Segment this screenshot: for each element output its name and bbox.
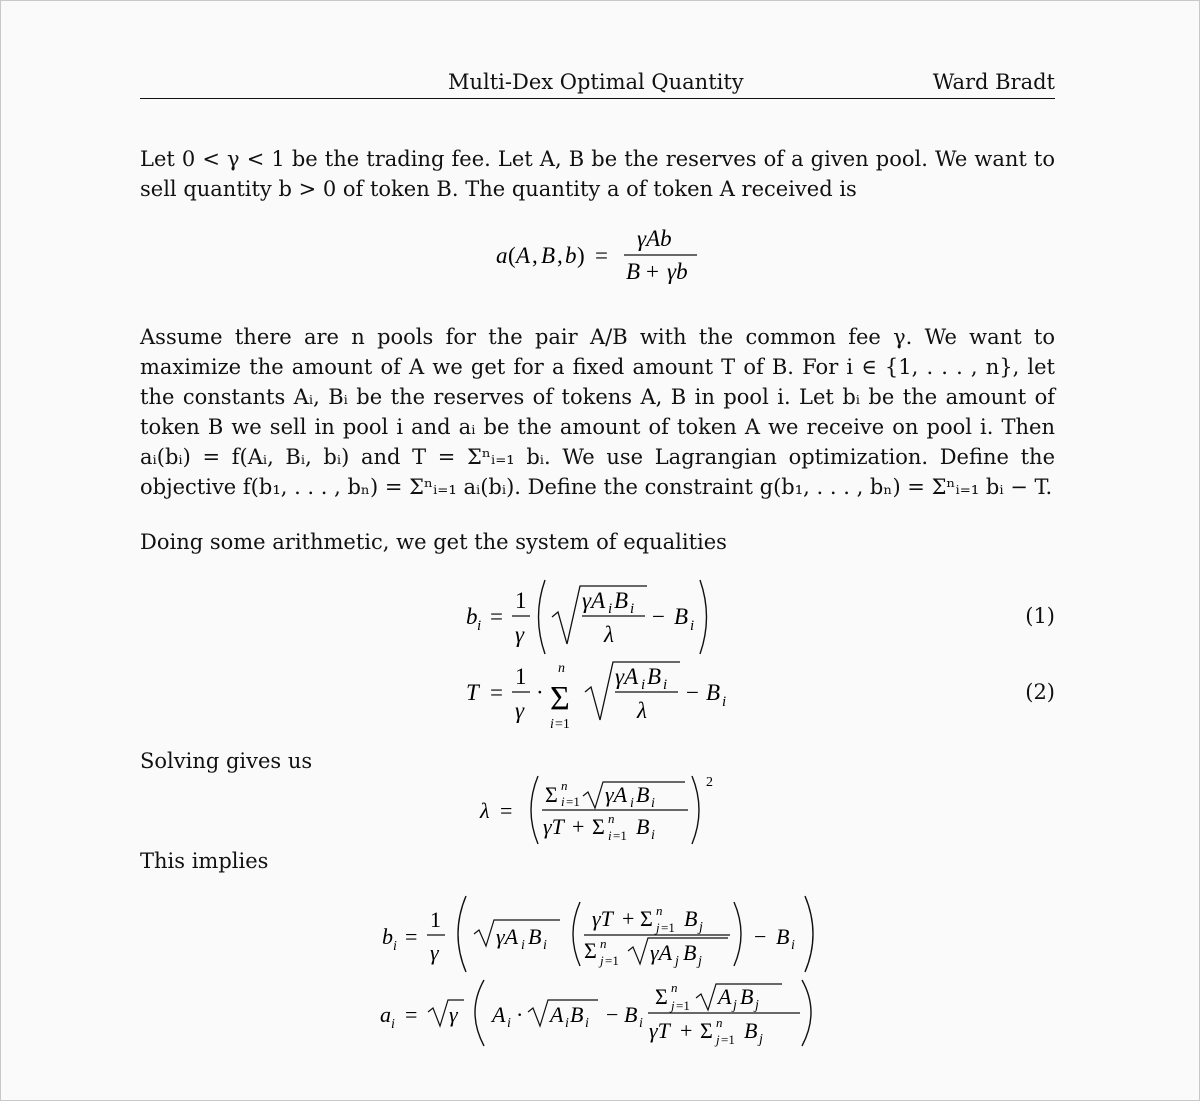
svg-text:(: ( <box>508 243 516 268</box>
svg-text:): ) <box>577 243 585 268</box>
intro-text: Let 0 < γ < 1 be the trading fee. Let A, B be the reserves of a given pool. We want to sell quantity b > 0 of token B. The quantity a of token A received is <box>140 147 1055 201</box>
svg-text:i: i <box>722 694 727 710</box>
svg-text:i: i <box>550 717 554 732</box>
svg-text:A: A <box>550 1002 564 1027</box>
running-header <box>140 70 1055 99</box>
svg-text:=: = <box>595 243 608 268</box>
header-author: Ward Bradt <box>932 70 1055 94</box>
svg-text:γ: γ <box>430 940 439 965</box>
svg-text:j: j <box>675 954 679 969</box>
svg-text:n: n <box>656 903 663 918</box>
svg-text:i: i <box>391 1017 395 1032</box>
equation-number-2: (2) <box>1025 680 1055 704</box>
svg-text:i: i <box>641 677 646 693</box>
svg-text:λ: λ <box>604 622 614 647</box>
setup-text: Assume there are n pools for the pair A/B with the common fee γ. We want to maximize the amount of A we get for a fixed amount T of B. For i ∈ {1, . . . , n}, let the constants Aᵢ, Bᵢ be the reserves of tokens A, B in pool i. Let bᵢ be the amount of token B we sell in pool i and aᵢ be the amount of token A we receive on pool i. Then aᵢ(bᵢ) = f(Aᵢ, Bᵢ, bᵢ) and T = Σⁿᵢ₌₁ bᵢ. We use Lagrangian optimization. Define the objective f(b₁, . . . , bₙ) = Σⁿᵢ₌₁ aᵢ(bᵢ). Define the constraint g(b₁, . . . , bₙ) = Σⁿᵢ₌₁ bᵢ − T. <box>140 325 1055 499</box>
svg-text:Σ: Σ <box>545 782 558 807</box>
intro-paragraph <box>140 144 1055 204</box>
svg-text:i: i <box>561 794 565 809</box>
svg-text:−: − <box>652 604 665 629</box>
svg-text:+: + <box>572 814 585 839</box>
svg-text:=: = <box>490 604 503 629</box>
svg-text:−: − <box>686 680 699 705</box>
svg-text:B: B <box>636 782 650 807</box>
svg-text:γAb: γAb <box>637 226 672 251</box>
svg-text:B: B <box>684 906 698 931</box>
svg-text:B: B <box>624 1002 638 1027</box>
equation-a <box>140 222 1055 292</box>
svg-text:B: B <box>614 588 629 613</box>
svg-text:=1: =1 <box>613 828 627 843</box>
svg-text:=1: =1 <box>555 717 570 732</box>
svg-text:=: = <box>490 680 503 705</box>
svg-text:Σ: Σ <box>584 938 597 963</box>
svg-text:γ: γ <box>449 1002 458 1027</box>
svg-text:γA: γA <box>605 782 628 807</box>
svg-text:B: B <box>528 924 542 949</box>
svg-text:j: j <box>671 998 675 1013</box>
svg-text:n: n <box>608 811 615 826</box>
svg-text:B: B <box>683 940 697 965</box>
svg-text:i: i <box>393 939 397 954</box>
equation-system <box>140 572 1055 742</box>
equation-lambda <box>140 768 1055 858</box>
svg-text:B: B <box>570 1002 584 1027</box>
equation-final-graphic <box>140 888 1055 1063</box>
svg-text:n: n <box>716 1015 723 1030</box>
svg-text:n: n <box>561 778 568 793</box>
svg-text:2: 2 <box>706 775 713 790</box>
svg-text:γb: γb <box>667 259 688 284</box>
svg-text:b: b <box>382 924 393 949</box>
equation-a-graphic <box>140 222 1055 292</box>
equation-final <box>140 888 1055 1063</box>
equation-number-1: (1) <box>1025 604 1055 628</box>
svg-text:B: B <box>541 243 556 268</box>
svg-text:=: = <box>405 1002 418 1027</box>
svg-text:=1: =1 <box>661 920 675 935</box>
svg-text:+: + <box>680 1018 693 1043</box>
svg-text:λ: λ <box>480 798 490 823</box>
svg-text:i: i <box>608 828 612 843</box>
svg-text:γT: γT <box>649 1018 670 1043</box>
solving-text: Solving gives us <box>140 749 313 773</box>
svg-text:B: B <box>647 664 662 689</box>
svg-text:i: i <box>630 796 634 811</box>
svg-text:+: + <box>622 906 635 931</box>
setup-paragraph <box>140 322 1055 502</box>
svg-text:γA: γA <box>650 940 673 965</box>
svg-text:i: i <box>630 601 635 617</box>
svg-text:λ: λ <box>637 698 647 723</box>
svg-text:γA: γA <box>615 664 639 689</box>
svg-text:T: T <box>466 680 479 705</box>
svg-text:i: i <box>651 796 655 811</box>
svg-text:j: j <box>733 998 737 1013</box>
svg-text:i: i <box>477 618 482 634</box>
svg-text:=: = <box>500 798 513 823</box>
svg-text:A: A <box>718 984 732 1009</box>
svg-text:A: A <box>516 243 531 268</box>
svg-text:B: B <box>626 259 641 284</box>
svg-text:+: + <box>646 259 659 284</box>
svg-text:i: i <box>791 938 795 953</box>
svg-text:a: a <box>380 1002 391 1027</box>
svg-text:−: − <box>606 1002 619 1027</box>
svg-text:1: 1 <box>515 664 527 689</box>
svg-text:B: B <box>706 680 721 705</box>
svg-text:n: n <box>671 980 678 995</box>
svg-text:−: − <box>754 924 767 949</box>
svg-text:i: i <box>651 828 655 843</box>
svg-text:i: i <box>507 1016 511 1031</box>
svg-text:i: i <box>639 1016 643 1031</box>
svg-text:Σ: Σ <box>550 680 570 717</box>
svg-text:b: b <box>466 604 478 629</box>
svg-text:i: i <box>585 1016 589 1031</box>
equation-lambda-graphic <box>140 768 1055 858</box>
svg-text:·: · <box>516 1002 524 1027</box>
svg-text:Σ: Σ <box>592 814 605 839</box>
svg-text:j: j <box>656 920 660 935</box>
svg-text:n: n <box>600 936 607 951</box>
svg-text:γ: γ <box>515 698 525 723</box>
svg-text:γA: γA <box>496 924 519 949</box>
svg-text:B: B <box>636 814 650 839</box>
equation-system-graphic <box>140 572 1055 742</box>
svg-text:b: b <box>565 243 577 268</box>
svg-text:Σ: Σ <box>640 906 653 931</box>
svg-text:i: i <box>565 1016 569 1031</box>
svg-text:j: j <box>698 954 702 969</box>
svg-text:B: B <box>740 984 754 1009</box>
svg-text:B: B <box>674 604 689 629</box>
svg-text:1: 1 <box>515 588 527 613</box>
svg-text:1: 1 <box>430 907 441 932</box>
svg-text:j: j <box>755 998 759 1013</box>
svg-text:γT: γT <box>543 814 564 839</box>
svg-text:=1: =1 <box>676 998 690 1013</box>
svg-text:Σ: Σ <box>655 984 668 1009</box>
svg-text:i: i <box>608 601 613 617</box>
svg-text:i: i <box>521 938 525 953</box>
header-title: Multi-Dex Optimal Quantity <box>448 70 744 94</box>
svg-text:i: i <box>690 618 695 634</box>
svg-text:B: B <box>776 924 790 949</box>
svg-text:,: , <box>532 243 538 268</box>
svg-text:=1: =1 <box>721 1032 735 1047</box>
svg-text:Σ: Σ <box>700 1018 713 1043</box>
svg-text:A: A <box>492 1002 506 1027</box>
svg-text:j: j <box>699 920 703 935</box>
svg-text:n: n <box>558 661 565 676</box>
svg-text:a: a <box>496 243 508 268</box>
svg-text:j: j <box>716 1032 720 1047</box>
svg-text:γ: γ <box>515 622 525 647</box>
svg-text:γT: γT <box>592 906 613 931</box>
svg-text:=: = <box>405 924 418 949</box>
svg-text:=1: =1 <box>605 953 619 968</box>
svg-text:,: , <box>557 243 563 268</box>
svg-text:j: j <box>759 1032 763 1047</box>
svg-text:·: · <box>536 680 544 705</box>
svg-text:j: j <box>600 953 604 968</box>
implies-text: This implies <box>140 849 269 873</box>
svg-text:i: i <box>663 677 668 693</box>
svg-text:γA: γA <box>582 588 606 613</box>
svg-text:=1: =1 <box>566 794 580 809</box>
svg-text:i: i <box>543 938 547 953</box>
arith-text: Doing some arithmetic, we get the system of equalities <box>140 530 727 554</box>
svg-text:B: B <box>744 1018 758 1043</box>
